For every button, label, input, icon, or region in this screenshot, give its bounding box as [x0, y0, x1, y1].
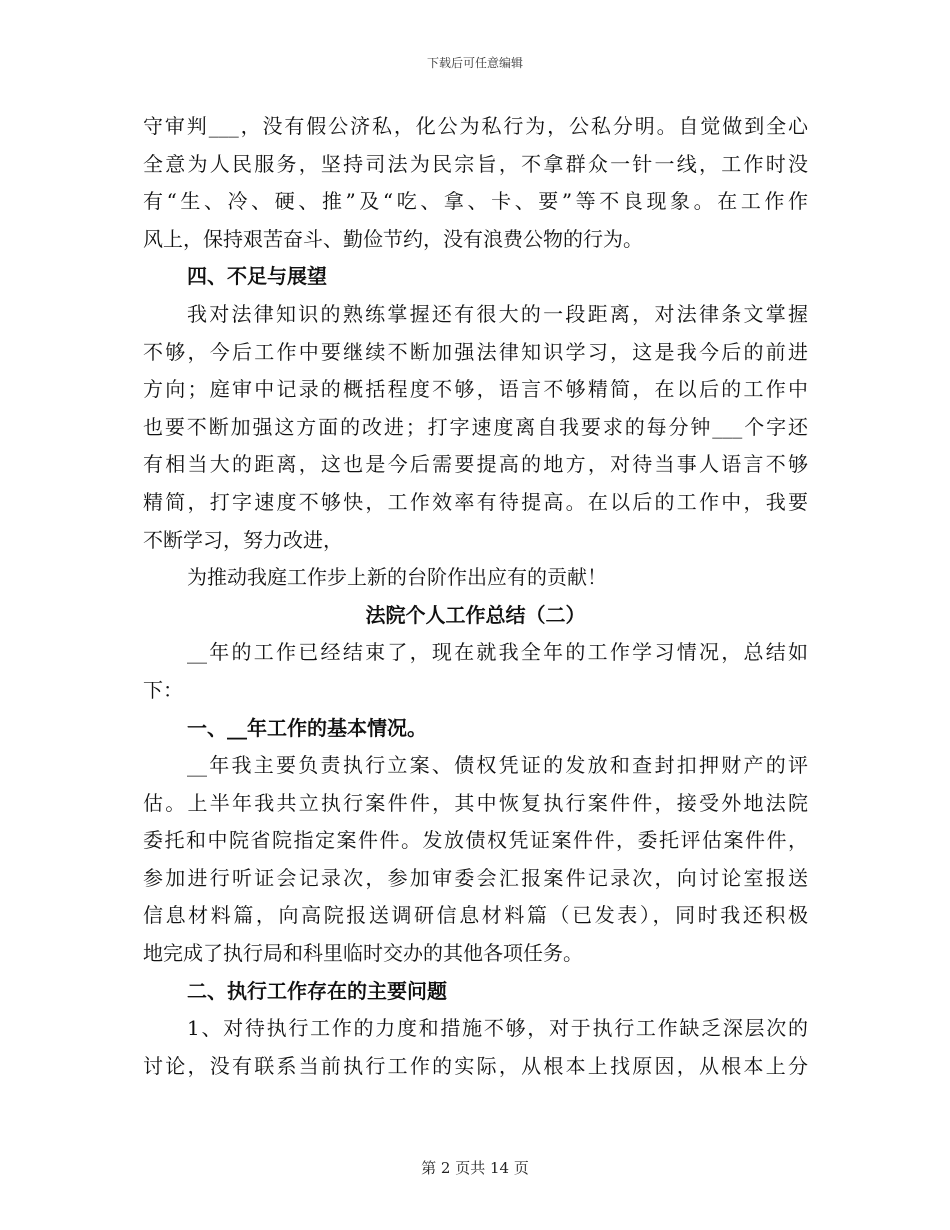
- body-line: 地完成了执行局和科里临时交办的其他各项任务。: [143, 941, 583, 966]
- body-line: 委托和中院省院指定案件件。发放债权凭证案件件，委托评估案件件，: [143, 828, 808, 853]
- body-line: 参加进行听证会记录次，参加审委会汇报案件记录次，向讨论室报送: [143, 865, 808, 890]
- body-line: 方向；庭审中记录的概括程度不够，语言不够精简，在以后的工作中: [143, 377, 808, 402]
- section-heading: 二、执行工作存在的主要问题: [187, 978, 447, 1003]
- body-line: 不够，今后工作中要继续不断加强法律知识学习，这是我今后的前进: [143, 339, 808, 364]
- section-heading: 一、__年工作的基本情况。: [187, 715, 427, 740]
- paragraph-first-line: 1、对待执行工作的力度和措施不够，对于执行工作缺乏深层次的: [187, 1016, 808, 1041]
- body-line: 估。上半年我共立执行案件件，其中恢复执行案件件，接受外地法院: [143, 790, 808, 815]
- document-title: 法院个人工作总结（二）: [365, 602, 586, 627]
- paragraph-first-line: 为推动我庭工作步上新的台阶作出应有的贡献！: [187, 565, 607, 590]
- page-header: 下载后可任意编辑: [426, 56, 523, 70]
- body-line: 信息材料篇，向高院报送调研信息材料篇（已发表），同时我还积极: [143, 903, 808, 928]
- body-line: 讨论，没有联系当前执行工作的实际，从根本上找原因，从根本上分: [143, 1053, 808, 1078]
- body-line: 守审判___，没有假公济私，化公为私行为，公私分明。自觉做到全心: [143, 114, 808, 138]
- body-line: 下：: [143, 677, 183, 702]
- body-line: 也要不断加强这方面的改进；打字速度离自我要求的每分钟___个字还: [143, 414, 808, 439]
- section-heading: 四、不足与展望: [187, 264, 327, 289]
- body-line: 有相当大的距离，这也是今后需要提高的地方，对待当事人语言不够: [143, 452, 808, 477]
- body-line: 精简，打字速度不够快，工作效率有待提高。在以后的工作中，我要: [143, 489, 808, 514]
- paragraph-first-line: 我对法律知识的熟练掌握还有很大的一段距离，对法律条文掌握: [187, 301, 808, 326]
- paragraph-first-line: __年的工作已经结束了，现在就我全年的工作学习情况，总结如: [187, 640, 808, 665]
- body-line: 全意为人民服务，坚持司法为民宗旨，不拿群众一针一线，工作时没: [143, 151, 808, 176]
- page-footer: 第 2 页共 14 页: [421, 1159, 529, 1177]
- body-line: 风上，保持艰苦奋斗、勤俭节约，没有浪费公物的行为。: [143, 226, 643, 251]
- body-line: 不断学习，努力改进，: [143, 527, 343, 552]
- body-line: 有“生、冷、硬、推”及“吃、拿、卡、要”等不良现象。在工作作: [143, 189, 808, 214]
- paragraph-first-line: __年我主要负责执行立案、债权凭证的发放和查封扣押财产的评: [187, 753, 808, 778]
- document-body: [143, 108, 808, 1085]
